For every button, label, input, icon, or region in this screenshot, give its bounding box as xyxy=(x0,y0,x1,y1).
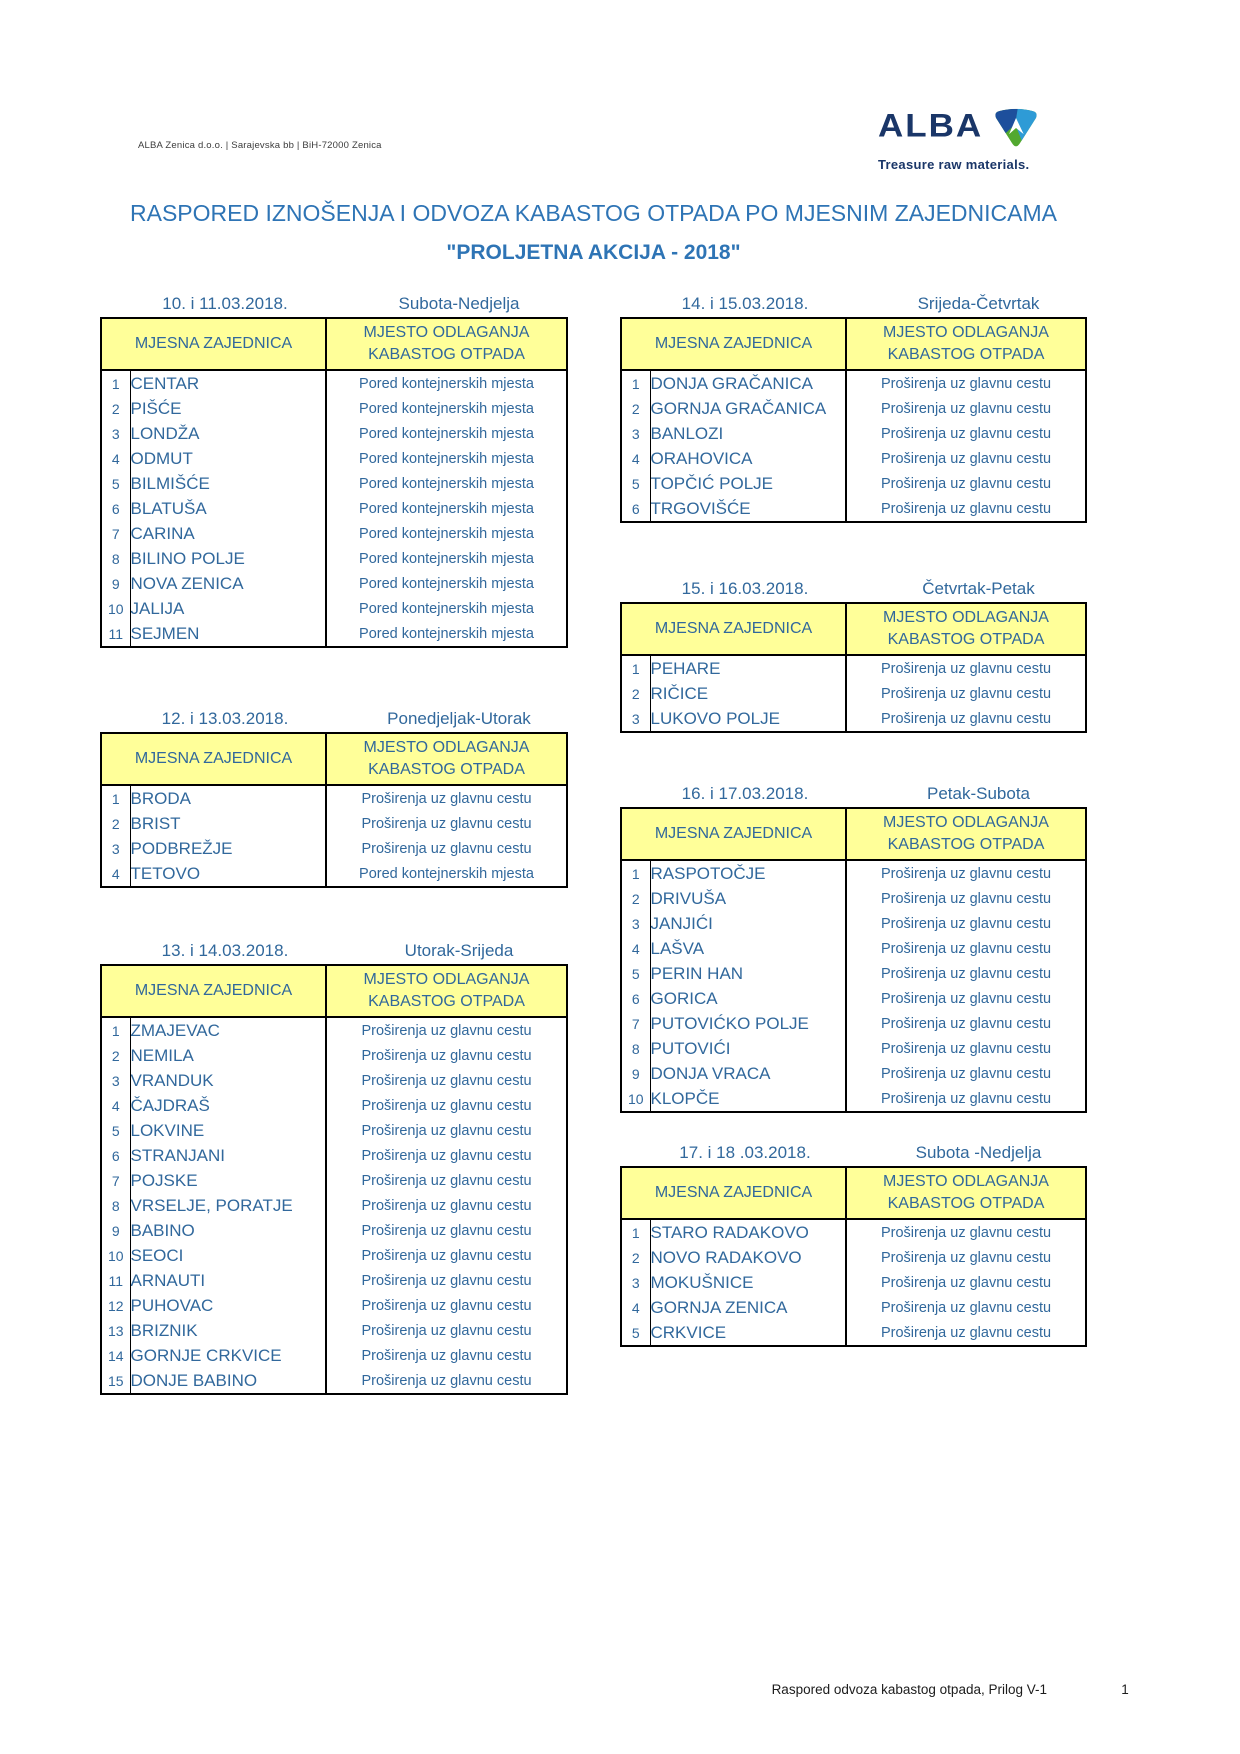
community-name: NOVO RADAKOVO xyxy=(650,1245,846,1270)
community-name: PUTOVIĆI xyxy=(650,1036,846,1061)
table-row xyxy=(101,621,567,647)
table-row xyxy=(621,1245,1086,1270)
community-name: LAŠVA xyxy=(650,936,846,961)
table-caption-row xyxy=(100,288,568,317)
community-name: DRIVUŠA xyxy=(650,886,846,911)
column-header-place-line1: MJESTO ODLAGANJA xyxy=(363,970,530,988)
table-row xyxy=(101,1193,567,1218)
row-number: 6 xyxy=(621,496,650,522)
community-name: TETOVO xyxy=(130,861,326,887)
disposal-place: Pored kontejnerskih mjesta xyxy=(359,425,534,442)
row-number: 9 xyxy=(101,571,130,596)
row-number: 1 xyxy=(621,655,650,681)
community-name: TOPČIĆ POLJE xyxy=(650,471,846,496)
community-name: DONJA GRAČANICA xyxy=(650,370,846,396)
table-caption-row xyxy=(100,935,568,964)
table-row xyxy=(101,1118,567,1143)
row-number: 10 xyxy=(101,1243,130,1268)
disposal-place: Proširenja uz glavnu cestu xyxy=(361,1247,532,1264)
table-row xyxy=(621,961,1086,986)
community-name: ORAHOVICA xyxy=(650,446,846,471)
row-number: 2 xyxy=(621,396,650,421)
community-name: GORNJE CRKVICE xyxy=(130,1343,326,1368)
row-number: 9 xyxy=(621,1061,650,1086)
column-header-community: MJESNA ZAJEDNICA xyxy=(101,733,326,785)
disposal-place: Proširenja uz glavnu cestu xyxy=(880,1040,1052,1057)
table-header-row xyxy=(621,1167,1086,1219)
table-date-label: 15. i 16.03.2018. xyxy=(681,579,809,598)
community-name: PERIN HAN xyxy=(650,961,846,986)
table-row xyxy=(621,471,1086,496)
community-name: GORNJA ZENICA xyxy=(650,1295,846,1320)
table-header-row xyxy=(621,603,1086,655)
table-caption-row xyxy=(620,1137,1087,1166)
disposal-place: Proširenja uz glavnu cestu xyxy=(880,500,1052,517)
table-header-row xyxy=(621,808,1086,860)
column-header-place-line2: KABASTOG OTPADA xyxy=(368,761,525,778)
table-caption-row xyxy=(620,778,1087,807)
table-row xyxy=(101,861,567,887)
row-number: 3 xyxy=(621,706,650,732)
disposal-place: Pored kontejnerskih mjesta xyxy=(359,550,534,567)
schedule-table xyxy=(620,288,1087,523)
schedule-table xyxy=(100,288,568,648)
page-number: 1 xyxy=(1121,1682,1129,1697)
community-name: BANLOZI xyxy=(650,421,846,446)
table-caption-row xyxy=(100,703,568,732)
row-number: 3 xyxy=(621,421,650,446)
column-header-place-line1: MJESTO ODLAGANJA xyxy=(883,323,1049,341)
table-row xyxy=(101,1293,567,1318)
disposal-place: Proširenja uz glavnu cestu xyxy=(880,890,1052,907)
footer-note: Raspored odvoza kabastog otpada, Prilog V-1 xyxy=(771,1682,1047,1697)
disposal-place: Proširenja uz glavnu cestu xyxy=(361,1047,532,1064)
table-row xyxy=(621,1061,1086,1086)
community-name: BILINO POLJE xyxy=(130,546,326,571)
disposal-place: Proširenja uz glavnu cestu xyxy=(361,1222,532,1239)
table-row xyxy=(101,1043,567,1068)
column-header-place-line2: KABASTOG OTPADA xyxy=(887,836,1045,853)
column-header-place xyxy=(326,733,567,785)
row-number: 3 xyxy=(101,836,130,861)
table-date-label: 12. i 13.03.2018. xyxy=(161,709,289,728)
table-row xyxy=(101,1218,567,1243)
table-row xyxy=(621,1036,1086,1061)
column-header-community: MJESNA ZAJEDNICA xyxy=(101,318,326,370)
row-number: 8 xyxy=(101,1193,130,1218)
table-row xyxy=(101,1168,567,1193)
community-name: GORNJA GRAČANICA xyxy=(650,396,846,421)
disposal-place: Proširenja uz glavnu cestu xyxy=(361,1072,532,1089)
table-row xyxy=(621,1295,1086,1320)
schedule-grid xyxy=(100,317,568,648)
schedule-column-right xyxy=(620,288,1087,1347)
community-name: JANJIĆI xyxy=(650,911,846,936)
community-name: NEMILA xyxy=(130,1043,326,1068)
table-row xyxy=(101,1343,567,1368)
row-number: 7 xyxy=(101,521,130,546)
community-name: DONJA VRACA xyxy=(650,1061,846,1086)
community-name: ZMAJEVAC xyxy=(130,1017,326,1043)
table-header-row xyxy=(101,965,567,1017)
table-row xyxy=(101,1093,567,1118)
disposal-place: Proširenja uz glavnu cestu xyxy=(361,1272,532,1289)
table-row xyxy=(101,1068,567,1093)
disposal-place: Pored kontejnerskih mjesta xyxy=(359,865,534,882)
disposal-place: Proširenja uz glavnu cestu xyxy=(880,450,1052,467)
community-name: SEOCI xyxy=(130,1243,326,1268)
disposal-place: Proširenja uz glavnu cestu xyxy=(880,475,1052,492)
row-number: 2 xyxy=(101,811,130,836)
row-number: 10 xyxy=(101,596,130,621)
column-header-community: MJESNA ZAJEDNICA xyxy=(621,808,846,860)
community-name: STARO RADAKOVO xyxy=(650,1219,846,1245)
table-row xyxy=(621,396,1086,421)
row-number: 2 xyxy=(621,681,650,706)
schedule-grid xyxy=(620,317,1087,523)
row-number: 1 xyxy=(621,1219,650,1245)
community-name: PUTOVIĆKO POLJE xyxy=(650,1011,846,1036)
column-header-place-line1: MJESTO ODLAGANJA xyxy=(883,608,1049,626)
row-number: 4 xyxy=(621,936,650,961)
row-number: 1 xyxy=(101,370,130,396)
table-row xyxy=(101,1143,567,1168)
table-row xyxy=(101,1318,567,1343)
row-number: 9 xyxy=(101,1218,130,1243)
disposal-place: Proširenja uz glavnu cestu xyxy=(880,965,1052,982)
table-date-label: 17. i 18 .03.2018. xyxy=(679,1143,811,1162)
disposal-place: Proširenja uz glavnu cestu xyxy=(361,815,532,832)
community-name: CRKVICE xyxy=(650,1320,846,1346)
column-header-place xyxy=(846,603,1086,655)
table-row xyxy=(101,496,567,521)
logo-tagline: Treasure raw materials. xyxy=(878,157,1030,172)
disposal-place: Proširenja uz glavnu cestu xyxy=(880,915,1052,932)
schedule-table xyxy=(100,935,568,1395)
page-title: RASPORED IZNOŠENJA I ODVOZA KABASTOG OTPADA PO MJESNIM ZAJEDNICAMA xyxy=(130,200,1057,226)
community-name: GORICA xyxy=(650,986,846,1011)
table-row xyxy=(621,911,1086,936)
table-days-label: Utorak-Srijeda xyxy=(404,941,514,960)
table-days-label: Subota -Nedjelja xyxy=(915,1143,1042,1162)
disposal-place: Pored kontejnerskih mjesta xyxy=(359,475,534,492)
disposal-place: Pored kontejnerskih mjesta xyxy=(359,600,534,617)
row-number: 15 xyxy=(101,1368,130,1394)
table-row xyxy=(621,986,1086,1011)
community-name: BRIST xyxy=(130,811,326,836)
row-number: 5 xyxy=(621,961,650,986)
community-name: TRGOVIŠĆE xyxy=(650,496,846,522)
alba-wordmark: ALBA xyxy=(878,108,984,145)
disposal-place: Proširenja uz glavnu cestu xyxy=(361,1347,532,1364)
row-number: 1 xyxy=(101,1017,130,1043)
community-name: BILMIŠĆE xyxy=(130,471,326,496)
row-number: 5 xyxy=(101,1118,130,1143)
column-header-place-line2: KABASTOG OTPADA xyxy=(887,346,1045,363)
community-name: PIŠĆE xyxy=(130,396,326,421)
table-row xyxy=(621,1219,1086,1245)
community-name: NOVA ZENICA xyxy=(130,571,326,596)
table-row xyxy=(621,655,1086,681)
table-date-label: 13. i 14.03.2018. xyxy=(161,941,289,960)
schedule-table xyxy=(620,778,1087,1113)
row-number: 8 xyxy=(621,1036,650,1061)
row-number: 6 xyxy=(101,496,130,521)
disposal-place: Pored kontejnerskih mjesta xyxy=(359,400,534,417)
table-row xyxy=(101,1017,567,1043)
page-subtitle: "PROLJETNA AKCIJA - 2018" xyxy=(446,241,741,264)
disposal-place: Proširenja uz glavnu cestu xyxy=(361,1297,532,1314)
table-row xyxy=(621,1086,1086,1112)
row-number: 5 xyxy=(621,471,650,496)
community-name: LUKOVO POLJE xyxy=(650,706,846,732)
row-number: 4 xyxy=(621,1295,650,1320)
community-name: CARINA xyxy=(130,521,326,546)
row-number: 3 xyxy=(621,1270,650,1295)
table-row xyxy=(101,571,567,596)
disposal-place: Proširenja uz glavnu cestu xyxy=(361,840,532,857)
schedule-grid xyxy=(100,964,568,1395)
row-number: 6 xyxy=(621,986,650,1011)
disposal-place: Proširenja uz glavnu cestu xyxy=(880,1299,1052,1316)
column-header-place xyxy=(326,318,567,370)
disposal-place: Proširenja uz glavnu cestu xyxy=(361,1022,532,1039)
row-number: 2 xyxy=(101,396,130,421)
table-header-row xyxy=(621,318,1086,370)
community-name: ODMUT xyxy=(130,446,326,471)
row-number: 2 xyxy=(621,886,650,911)
row-number: 12 xyxy=(101,1293,130,1318)
row-number: 7 xyxy=(621,1011,650,1036)
community-name: RIČICE xyxy=(650,681,846,706)
row-number: 5 xyxy=(101,471,130,496)
community-name: ČAJDRAŠ xyxy=(130,1093,326,1118)
row-number: 11 xyxy=(101,621,130,647)
alba-logo xyxy=(878,110,1108,172)
disposal-place: Proširenja uz glavnu cestu xyxy=(880,1090,1052,1107)
community-name: CENTAR xyxy=(130,370,326,396)
row-number: 2 xyxy=(621,1245,650,1270)
table-days-label: Srijeda-Četvrtak xyxy=(917,294,1040,313)
table-row xyxy=(621,706,1086,732)
table-days-label: Subota-Nedjelja xyxy=(398,294,520,313)
table-row xyxy=(101,396,567,421)
table-row xyxy=(101,836,567,861)
column-header-community: MJESNA ZAJEDNICA xyxy=(101,965,326,1017)
disposal-place: Proširenja uz glavnu cestu xyxy=(361,1172,532,1189)
community-name: RASPOTOČJE xyxy=(650,860,846,886)
community-name: PUHOVAC xyxy=(130,1293,326,1318)
community-name: POJSKE xyxy=(130,1168,326,1193)
table-row xyxy=(621,1270,1086,1295)
community-name: PODBREŽJE xyxy=(130,836,326,861)
table-row xyxy=(621,860,1086,886)
community-name: LOKVINE xyxy=(130,1118,326,1143)
table-row xyxy=(621,421,1086,446)
disposal-place: Proširenja uz glavnu cestu xyxy=(361,1372,532,1389)
disposal-place: Pored kontejnerskih mjesta xyxy=(359,625,534,642)
column-header-place-line1: MJESTO ODLAGANJA xyxy=(883,1172,1049,1190)
table-row xyxy=(101,521,567,546)
column-header-place xyxy=(326,965,567,1017)
table-row xyxy=(621,681,1086,706)
disposal-place: Proširenja uz glavnu cestu xyxy=(880,425,1052,442)
table-row xyxy=(621,1320,1086,1346)
table-header-row xyxy=(101,733,567,785)
column-header-place xyxy=(846,808,1086,860)
disposal-place: Proširenja uz glavnu cestu xyxy=(880,1065,1052,1082)
row-number: 4 xyxy=(101,1093,130,1118)
disposal-place: Proširenja uz glavnu cestu xyxy=(361,1197,532,1214)
schedule-table xyxy=(620,573,1087,733)
row-number: 7 xyxy=(101,1168,130,1193)
row-number: 10 xyxy=(621,1086,650,1112)
table-days-label: Četvrtak-Petak xyxy=(922,579,1035,598)
row-number: 8 xyxy=(101,546,130,571)
row-number: 1 xyxy=(101,785,130,811)
disposal-place: Pored kontejnerskih mjesta xyxy=(359,525,534,542)
disposal-place: Proširenja uz glavnu cestu xyxy=(361,790,532,807)
community-name: MOKUŠNICE xyxy=(650,1270,846,1295)
schedule-column-left xyxy=(100,288,568,1395)
community-name: DONJE BABINO xyxy=(130,1368,326,1394)
schedule-grid xyxy=(620,807,1087,1113)
disposal-place: Proširenja uz glavnu cestu xyxy=(880,1224,1052,1241)
row-number: 4 xyxy=(101,446,130,471)
row-number: 11 xyxy=(101,1268,130,1293)
table-row xyxy=(621,496,1086,522)
disposal-place: Proširenja uz glavnu cestu xyxy=(361,1147,532,1164)
disposal-place: Proširenja uz glavnu cestu xyxy=(880,940,1052,957)
row-number: 5 xyxy=(621,1320,650,1346)
table-row xyxy=(101,421,567,446)
column-header-place-line2: KABASTOG OTPADA xyxy=(887,1195,1045,1212)
table-date-label: 14. i 15.03.2018. xyxy=(681,294,809,313)
table-days-label: Ponedjeljak-Utorak xyxy=(387,709,531,728)
schedule-table xyxy=(100,703,568,888)
column-header-community: MJESNA ZAJEDNICA xyxy=(621,1167,846,1219)
row-number: 6 xyxy=(101,1143,130,1168)
table-row xyxy=(101,785,567,811)
table-row xyxy=(101,471,567,496)
disposal-place: Pored kontejnerskih mjesta xyxy=(359,575,534,592)
column-header-place xyxy=(846,1167,1086,1219)
community-name: BRIZNIK xyxy=(130,1318,326,1343)
row-number: 2 xyxy=(101,1043,130,1068)
column-header-community: MJESNA ZAJEDNICA xyxy=(621,318,846,370)
disposal-place: Proširenja uz glavnu cestu xyxy=(880,1015,1052,1032)
table-row xyxy=(621,936,1086,961)
row-number: 4 xyxy=(101,861,130,887)
column-header-place-line1: MJESTO ODLAGANJA xyxy=(883,813,1049,831)
table-row xyxy=(101,446,567,471)
table-row xyxy=(101,596,567,621)
table-row xyxy=(101,1243,567,1268)
column-header-community: MJESNA ZAJEDNICA xyxy=(621,603,846,655)
table-row xyxy=(101,1368,567,1394)
row-number: 1 xyxy=(621,370,650,396)
schedule-grid xyxy=(620,1166,1087,1347)
community-name: BLATUŠA xyxy=(130,496,326,521)
schedule-grid xyxy=(100,732,568,888)
column-header-place xyxy=(846,318,1086,370)
table-row xyxy=(621,446,1086,471)
disposal-place: Proširenja uz glavnu cestu xyxy=(880,375,1052,392)
schedule-table xyxy=(620,1137,1087,1347)
disposal-place: Proširenja uz glavnu cestu xyxy=(361,1122,532,1139)
table-header-row xyxy=(101,318,567,370)
disposal-place: Proširenja uz glavnu cestu xyxy=(880,990,1052,1007)
community-name: VRANDUK xyxy=(130,1068,326,1093)
disposal-place: Proširenja uz glavnu cestu xyxy=(880,400,1052,417)
community-name: ARNAUTI xyxy=(130,1268,326,1293)
disposal-place: Proširenja uz glavnu cestu xyxy=(880,710,1052,727)
disposal-place: Proširenja uz glavnu cestu xyxy=(880,1324,1052,1341)
community-name: STRANJANI xyxy=(130,1143,326,1168)
company-address-line: ALBA Zenica d.o.o. | Sarajevska bb | BiH-72000 Zenica xyxy=(138,140,382,151)
disposal-place: Proširenja uz glavnu cestu xyxy=(361,1097,532,1114)
column-header-place-line2: KABASTOG OTPADA xyxy=(887,631,1045,648)
disposal-place: Pored kontejnerskih mjesta xyxy=(359,375,534,392)
disposal-place: Proširenja uz glavnu cestu xyxy=(880,1249,1052,1266)
table-caption-row xyxy=(620,288,1087,317)
community-name: BRODA xyxy=(130,785,326,811)
row-number: 3 xyxy=(101,1068,130,1093)
table-days-label: Petak-Subota xyxy=(926,784,1030,803)
community-name: SEJMEN xyxy=(130,621,326,647)
disposal-place: Proširenja uz glavnu cestu xyxy=(880,685,1052,702)
community-name: JALIJA xyxy=(130,596,326,621)
table-date-label: 10. i 11.03.2018. xyxy=(162,294,288,313)
column-header-place-line2: KABASTOG OTPADA xyxy=(368,993,525,1010)
community-name: LONDŽA xyxy=(130,421,326,446)
community-name: VRSELJE, PORATJE xyxy=(130,1193,326,1218)
row-number: 4 xyxy=(621,446,650,471)
community-name: BABINO xyxy=(130,1218,326,1243)
disposal-place: Proširenja uz glavnu cestu xyxy=(361,1322,532,1339)
table-row xyxy=(621,886,1086,911)
table-row xyxy=(101,546,567,571)
row-number: 3 xyxy=(621,911,650,936)
table-row xyxy=(621,1011,1086,1036)
disposal-place: Proširenja uz glavnu cestu xyxy=(880,660,1052,677)
disposal-place: Pored kontejnerskih mjesta xyxy=(359,450,534,467)
column-header-place-line1: MJESTO ODLAGANJA xyxy=(363,738,530,756)
table-row xyxy=(101,1268,567,1293)
table-date-label: 16. i 17.03.2018. xyxy=(681,784,809,803)
table-row xyxy=(101,811,567,836)
table-row xyxy=(621,370,1086,396)
row-number: 3 xyxy=(101,421,130,446)
disposal-place: Pored kontejnerskih mjesta xyxy=(359,500,534,517)
table-caption-row xyxy=(620,573,1087,602)
disposal-place: Proširenja uz glavnu cestu xyxy=(880,865,1052,882)
column-header-place-line2: KABASTOG OTPADA xyxy=(368,346,525,363)
column-header-place-line1: MJESTO ODLAGANJA xyxy=(363,323,530,341)
community-name: PEHARE xyxy=(650,655,846,681)
disposal-place: Proširenja uz glavnu cestu xyxy=(880,1274,1052,1291)
row-number: 13 xyxy=(101,1318,130,1343)
schedule-grid xyxy=(620,602,1087,733)
community-name: KLOPČE xyxy=(650,1086,846,1112)
alba-triangle-icon xyxy=(993,108,1039,153)
row-number: 1 xyxy=(621,860,650,886)
row-number: 14 xyxy=(101,1343,130,1368)
table-row xyxy=(101,370,567,396)
